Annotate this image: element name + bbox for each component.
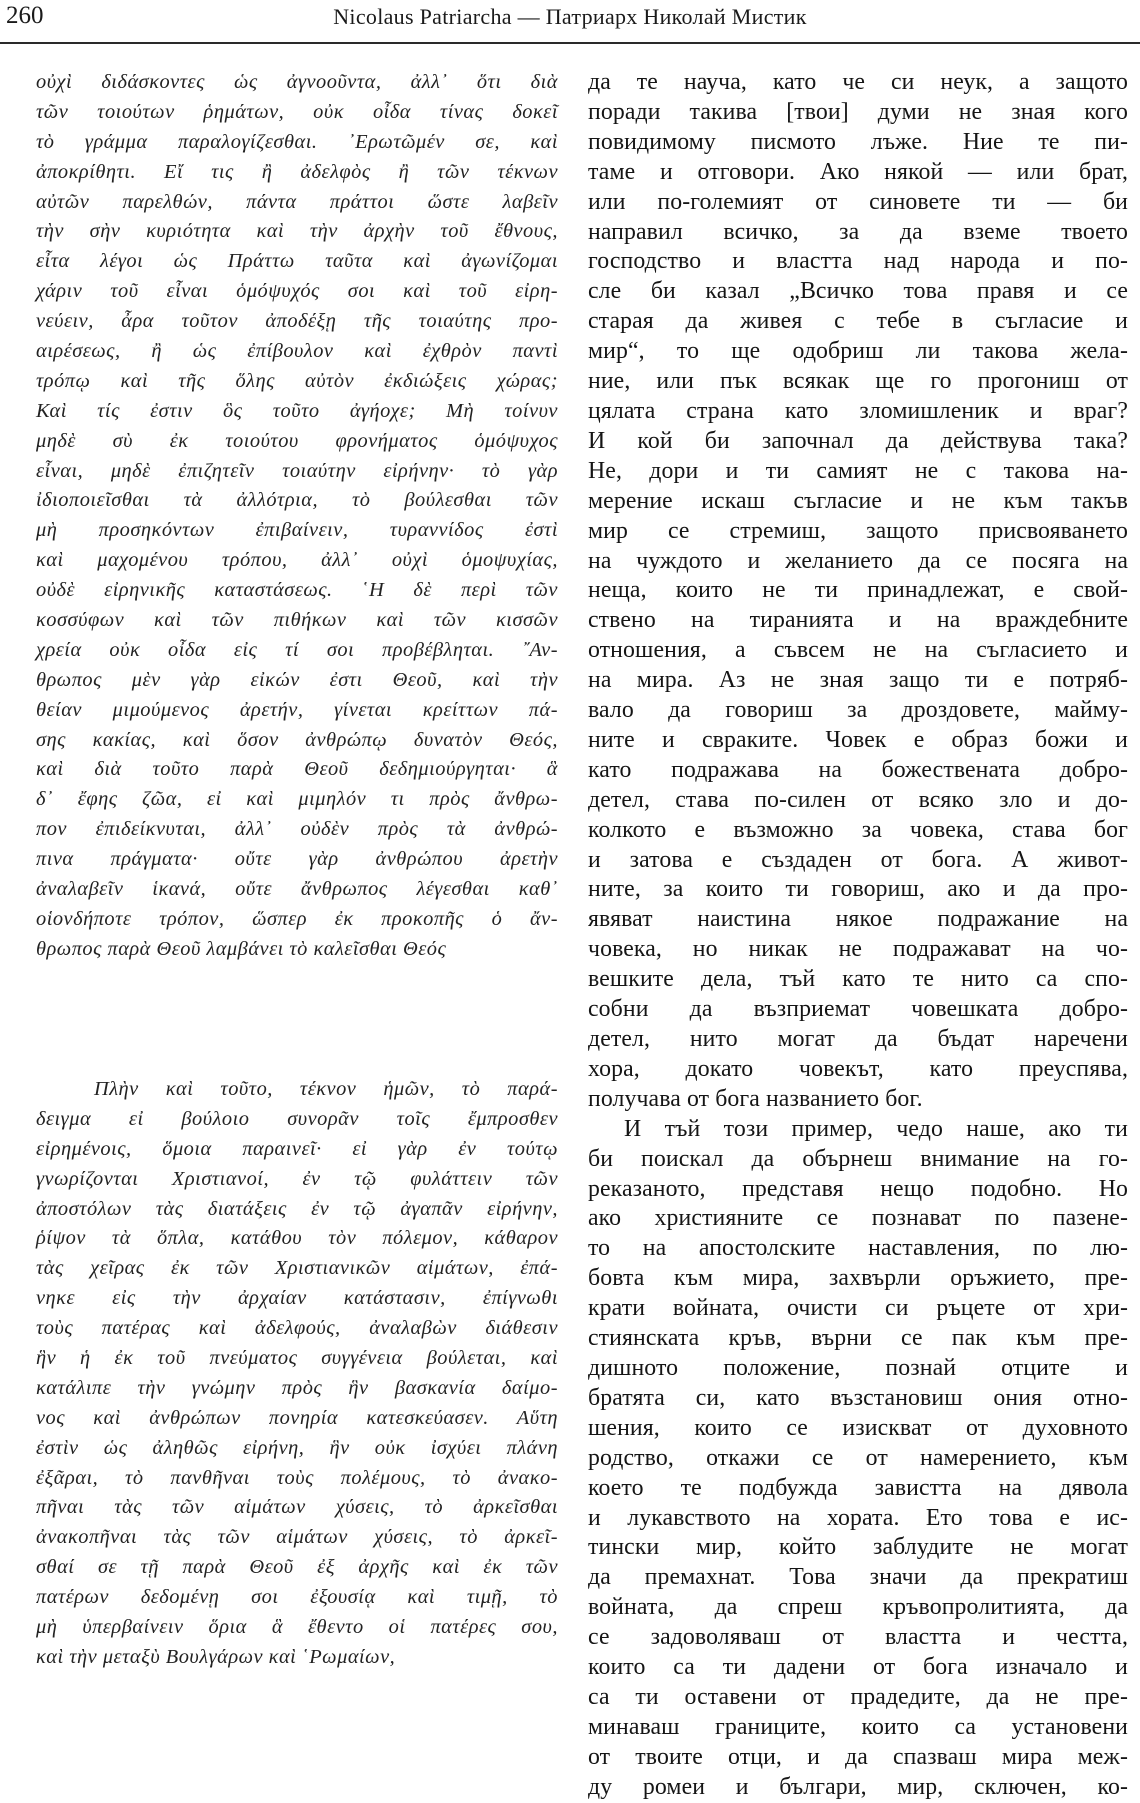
text-line: явяват наистина някое подражание на <box>588 906 1128 933</box>
text-line: πατέρων δεδομένῃ σοι ἐξουσίᾳ καὶ τιμῇ, τὸ <box>36 1586 558 1609</box>
text-line: νεύειν, ἆρα τοῦτον ἀποδέξῃ τῆς τοιαύτης προ- <box>36 310 558 333</box>
text-line: поради такива [твои] думи не зная кого <box>588 98 1128 125</box>
text-line: νηκε εἰς τὴν ἀρχαίαν κατάστασιν, ἐπίγνωθι <box>36 1287 558 1310</box>
text-line: господство и властта над народа и по- <box>588 248 1128 275</box>
text-line: εἶτα λέγοι ὡς Πράττω ταῦτα καὶ ἀγωνίζομαι <box>36 250 558 273</box>
text-line: πινα πράγματα· οὔτε γὰρ ἀνθρώπου ἀρετὴν <box>36 848 558 871</box>
text-line: τὴν σὴν κυριότητα καὶ τὴν ἀρχὴν τοῦ ἔθνους, <box>36 220 558 243</box>
text-line: ните, за които ти говориш, ако и да про- <box>588 876 1128 903</box>
text-line: τὰς χεῖρας ἐκ τῶν Χριστιανικῶν αἱμάτων, ἐπά- <box>36 1257 558 1280</box>
text-line: ако християните се познават по пазене- <box>588 1205 1128 1232</box>
text-line: μὴ ὑπερβαίνειν ὅρια ἃ ἔθεντο οἱ πατέρες σου, <box>36 1616 558 1639</box>
greek-text-block-1 <box>36 68 558 965</box>
text-line: стиянската кръв, върни се пак към пре- <box>588 1325 1128 1352</box>
text-line: неща, които не ти принадлежат, е свой- <box>588 577 1128 604</box>
text-line: ἀναλαβεῖν ἱκανά, οὔτε ἄνθρωπος λέγεσθαι καθ᾿ <box>36 878 558 901</box>
text-line: χρεία οὐκ οἶδα εἰς τί σοι προβέβληται. ῎Αν- <box>36 638 558 661</box>
greek-text-block-2 <box>36 1075 558 1673</box>
text-line: да премахнат. Това значи да прекратиш <box>588 1564 1128 1591</box>
text-line: αὐτῶν παρελθών, πάντα πράττοι ὥστε λαβεῖν <box>36 190 558 213</box>
text-line: на мира. Аз не зная защо ти е потряб- <box>588 667 1128 694</box>
text-line: ἀποστόλων τὰς διατάξεις ἐν τῷ ἀγαπᾶν εἰρήνην, <box>36 1197 558 1220</box>
text-line: детел, става по-силен от всяко зло и до- <box>588 786 1128 813</box>
text-line: родство, откажи се от намерението, към <box>588 1444 1128 1471</box>
text-line: δ᾿ ἔφης ζῶα, εἰ καὶ μιμηλόν τι πρὸς ἄνθρω- <box>36 788 558 811</box>
text-line: οἱονδήποτε τρόπον, ὥσπερ ἐκ προκοπῆς ὁ ἄν- <box>36 907 558 930</box>
text-line: хора, докато човекът, като преуспява, <box>588 1055 1128 1082</box>
text-line: πον ἐπιδείκνυται, ἀλλ᾿ οὐδὲν πρὸς τὰ ἀνθρώ- <box>36 818 558 841</box>
text-line: се задоволяваш от властта и честта, <box>588 1624 1128 1651</box>
text-line: шения, които се изискват от духовното <box>588 1414 1128 1441</box>
text-line: τρόπῳ καὶ τῆς ὅλης αὐτὸν ἐκδιώξεις χώρας; <box>36 369 558 392</box>
bulgarian-translation-column <box>588 68 1128 1803</box>
text-line: σης κακίας, καὶ ὅσον ἀνθρώπῳ δυνατὸν Θεός, <box>36 728 558 751</box>
text-line: отношения, а съвсем не на съгласието и <box>588 637 1128 664</box>
text-line: тински мир, който заблудите не могат <box>588 1534 1128 1561</box>
text-line: И кой би започнал да действува така? <box>588 427 1128 454</box>
text-line: и лукавството на хората. Ето това е ис- <box>588 1504 1128 1531</box>
text-line: реказаното, представя нещо подобно. Но <box>588 1175 1128 1202</box>
text-line: крати войната, очисти си ръцете от хри- <box>588 1295 1128 1322</box>
text-line: καὶ διὰ τοῦτο παρὰ Θεοῦ δεδημιούργηται· ἃ <box>36 758 558 781</box>
text-line: κατάλιπε τὴν γνώμην πρὸς ἣν βασκανία δαίμο- <box>36 1376 558 1399</box>
text-line: κοσσύφων καὶ τῶν πιθήκων καὶ τῶν κισσῶν <box>36 609 558 632</box>
text-line: ἐστὶν ὡς ἀληθῶς εἰρήνη, ἣν οὐκ ἰσχύει πλάνη <box>36 1436 558 1459</box>
text-line: αιρέσεως, ἢ ὡς ἐπίβουλον καὶ ἐχθρὸν παντὶ <box>36 340 558 363</box>
text-line: получава от бога названието бог. <box>588 1085 923 1112</box>
text-line: сле би казал „Всичко това правя и се <box>588 278 1128 305</box>
text-line: ние, или пък всякак ще го прогониш от <box>588 368 1128 395</box>
text-line: собни да възприемат човешката добро- <box>588 996 1128 1023</box>
text-line: които са ти дадени от бога изначало и <box>588 1654 1128 1681</box>
text-line: вало да говориш за дроздовете, майму- <box>588 697 1128 724</box>
text-line: θρωπος παρὰ Θεοῦ λαμβάνει τὸ καλεῖσθαι Θεός <box>36 937 447 960</box>
text-line: γνωρίζονται Χριστιανοί, ἐν τῷ φυλάττειν τῶν <box>36 1167 558 1190</box>
text-line: θρωπος μὲν γὰρ εἰκών ἐστι Θεοῦ, καὶ τὴν <box>36 668 558 691</box>
text-line: τὸ γράμμα παραλογίζεσθαι. ᾿Ερωτῶμέν σε, καὶ <box>36 130 558 153</box>
text-line: и затова е създаден от бога. А живот- <box>588 846 1128 873</box>
text-line: Καὶ τίς ἐστιν ὃς τοῦτο ἀγήοχε; Μὴ τοίνυν <box>36 399 558 422</box>
text-line: εἰρημένοις, ὅμοια παραινεῖ· εἰ γὰρ ἐν τούτῳ <box>36 1137 558 1160</box>
text-line: τῶν τοιούτων ῥημάτων, οὐκ οἶδα τίνας δοκεῖ <box>36 100 558 123</box>
page-number: 260 <box>6 2 44 29</box>
text-line: което те подбужда завистта на дявола <box>588 1474 1128 1501</box>
text-line: братята си, като възстановиш ония отно- <box>588 1384 1128 1411</box>
running-title: Nicolaus Patriarcha — Патриарх Николай Мистик <box>333 4 807 29</box>
text-line: σθαί σε τῇ παρὰ Θεοῦ ἐξ ἀρχῆς καὶ ἐκ τῶν <box>36 1556 558 1579</box>
text-line: μηδὲ σὺ ἐκ τοιούτου φρονήματος ὁμόψυχος <box>36 429 558 452</box>
text-line: войната, да спреш кръвопролитията, да <box>588 1594 1128 1621</box>
text-line: колкото е възможно за човека, става бог <box>588 816 1128 843</box>
text-line: то на апостолските наставления, по лю- <box>588 1235 1128 1262</box>
text-line: са ти оставени от прадедите, да не пре- <box>588 1683 1128 1710</box>
text-line: мерение искаш съгласие и не към такъв <box>588 487 1128 514</box>
text-line: ните и свраките. Човек е образ божи и <box>588 726 1128 753</box>
text-line: Πλὴν καὶ τοῦτο, τέκνον ἡμῶν, τὸ παρά- <box>94 1078 558 1100</box>
text-line: τοὺς πατέρας καὶ ἀδελφούς, ἀναλαβὼν διάθεσιν <box>36 1317 558 1340</box>
text-line: πῆναι τὰς τῶν αἱμάτων χύσεις, τὸ ἀρκεῖσθαι <box>36 1496 558 1519</box>
text-line: цялата страна като зломишленик и враг? <box>588 397 1128 424</box>
text-line: вешките дела, тъй като те нито са спо- <box>588 966 1128 993</box>
text-line: старая да живея с тебе в съгласие и <box>588 308 1128 335</box>
text-line: ἀποκρίθητι. Εἴ τις ἢ ἀδελφὸς ἢ τῶν τέκνων <box>36 160 558 183</box>
text-line: бовта към мира, захвърли оръжието, пре- <box>588 1265 1128 1292</box>
text-line: καὶ τὴν μεταξὺ Βουλγάρων καὶ ῾Ρωμαίων, <box>36 1645 396 1668</box>
header-rule <box>0 42 1140 44</box>
text-line: μὴ προσηκόντων ἐπιβαίνειν, τυραννίδος ἐστὶ <box>36 519 558 542</box>
text-line: И тъй този пример, чедо наше, ако ти <box>624 1115 1128 1142</box>
text-line: човека, но никак не подражават на чо- <box>588 936 1128 963</box>
text-line: таме и отговори. Ако някой — или брат, <box>588 158 1128 185</box>
text-line: дишното положение, познай отците и <box>588 1354 1128 1381</box>
text-line: на чуждото и желанието да се посяга на <box>588 547 1128 574</box>
text-line: εἶναι, μηδὲ ἐπιζητεῖν τοιαύτην εἰρήνην· τὸ γὰρ <box>36 459 558 482</box>
text-line: би поискал да обърнеш внимание на го- <box>588 1145 1128 1172</box>
text-line: като подражава на божествената добро- <box>588 756 1128 783</box>
text-line: οὐδὲ εἰρηνικῆς καταστάσεως. ῾Η δὲ περὶ τῶν <box>36 579 558 602</box>
text-line: Не, дори и ти самият не с такова на- <box>588 457 1128 484</box>
text-line: повидимому писмото лъже. Ние те пи- <box>588 128 1128 155</box>
text-line: ἣν ἡ ἐκ τοῦ πνεύματος συγγένεια βούλεται, καὶ <box>36 1347 558 1370</box>
text-line: ствено на тиранията и на враждебните <box>588 607 1128 634</box>
text-line: ἀνακοπῆναι τὰς τῶν αἱμάτων χύσεις, τὸ ἀρκεῖ- <box>36 1526 558 1549</box>
text-line: ῥίψον τὰ ὅπλα, κατάθου τὸν πόλεμον, κάθαρον <box>36 1227 558 1250</box>
text-line: ἰδιοποιεῖσθαι τὰ ἀλλότρια, τὸ βούλεσθαι τῶν <box>36 489 558 512</box>
text-line: θείαν μιμούμενος ἀρετήν, γίνεται κρείττων πά- <box>36 698 558 721</box>
text-line: мир“, то ще одобриш ли такова жела- <box>588 338 1128 365</box>
text-line: минаваш границите, които са установени <box>588 1713 1128 1740</box>
text-line: χάριν τοῦ εἶναι ὁμόψυχός σοι καὶ τοῦ εἰρη- <box>36 280 558 303</box>
text-line: мир се стремиш, защото присвояването <box>588 517 1128 544</box>
text-line: детел, нито могат да бъдат наречени <box>588 1026 1128 1052</box>
text-line: ἐξᾶραι, τὸ πανθῆναι τοὺς πολέμους, τὸ ἀνακο- <box>36 1466 558 1489</box>
text-line: δειγμα εἰ βούλοιο συνορᾶν τοῖς ἔμπροσθεν <box>36 1107 558 1130</box>
page-header <box>0 0 1140 42</box>
text-line: οὐχὶ διδάσκοντες ὡς ἀγνοοῦντα, ἀλλ᾿ ὅτι διὰ <box>36 71 558 93</box>
text-line: да те науча, като че си неук, а защото <box>588 69 1128 95</box>
text-line: или по-големият от синовете ти — би <box>588 188 1128 215</box>
text-line: направил всичко, за да вземе твоето <box>588 218 1128 245</box>
text-line: от твоите отци, и да спазваш мира меж- <box>588 1743 1128 1770</box>
text-line: καὶ μαχομένου τρόπου, ἀλλ᾿ οὐχὶ ὁμοψυχίας, <box>36 549 558 572</box>
text-line: ду ромеи и българи, мир, сключен, ко- <box>588 1773 1128 1800</box>
text-line: νος καὶ ἀνθρώπων πονηρία κατεσκεύασεν. Αὕτη <box>36 1406 558 1429</box>
